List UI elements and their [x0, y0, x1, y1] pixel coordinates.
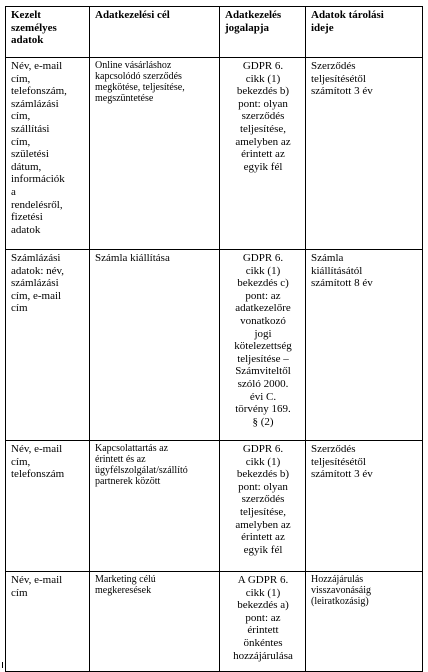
cell-retention: [306, 441, 423, 572]
cell-line: Kezelt: [11, 9, 41, 21]
cell-line: jogi: [254, 327, 272, 340]
cell-line: dátum,: [11, 160, 42, 173]
cell-line: megkeresések: [95, 585, 152, 596]
cell-purpose: [90, 572, 220, 672]
cell-line: telefonszám: [11, 468, 65, 481]
cell-line: szállítási: [11, 122, 50, 135]
cell-line: bekezdés b): [236, 468, 290, 481]
cell-purpose: [90, 441, 220, 572]
cell-purpose: [90, 58, 220, 250]
cell-line: cím,: [11, 110, 31, 123]
table-row: [6, 572, 423, 672]
cell-personal-data: [6, 250, 90, 441]
cell-line: teljesítésétől: [311, 455, 366, 468]
cell-line: (leiratkozásig): [311, 596, 369, 607]
cell-line: cikk (1): [245, 72, 281, 85]
cell-line: szerződés: [241, 493, 285, 506]
cell-line: vonatkozó: [240, 314, 286, 327]
cell-line: teljesítésétől: [311, 72, 366, 85]
cell-line: pont: olyan: [238, 480, 288, 493]
cell-line: cím: [11, 586, 28, 599]
cell-line: cikk (1): [245, 586, 281, 599]
header-legal-basis: [220, 7, 306, 58]
cell-line: születési: [11, 148, 49, 161]
cell-line: Adatok tárolási: [311, 9, 384, 21]
cell-legal-basis: [220, 441, 306, 572]
cell-line: teljesítése,: [239, 122, 287, 135]
cell-line: A GDPR 6.: [237, 574, 289, 586]
cell-line: egyik fél: [243, 543, 283, 556]
cell-legal-basis: [220, 58, 306, 250]
cell-line: szerződés: [241, 110, 285, 123]
cell-line: évi C.: [249, 390, 277, 403]
header-retention: [306, 7, 423, 58]
cell-line: a: [11, 185, 16, 198]
cell-line: Számla kiállítása: [95, 252, 170, 264]
cell-line: számított 3 év: [311, 468, 373, 481]
cell-line: ügyfélszolgálat/szállító: [95, 465, 188, 476]
cell-line: bekezdés c): [237, 277, 289, 290]
cell-line: Adatkezelési cél: [95, 9, 170, 21]
cell-line: hozzájárulása: [233, 649, 293, 662]
cell-line: szóló 2000.: [237, 377, 289, 390]
cell-personal-data: [6, 441, 90, 572]
cell-line: Szerződés: [311, 60, 356, 72]
cell-line: kötelezettség: [234, 340, 292, 353]
page-margin-mark: [2, 662, 3, 668]
cell-line: cím,: [11, 72, 31, 85]
cell-retention: [306, 572, 423, 672]
cell-line: Név, e-mail: [11, 574, 63, 586]
table-row: [6, 58, 423, 250]
cell-line: adatkezelőre: [235, 302, 291, 315]
cell-line: számított 8 év: [311, 277, 373, 290]
table-row: [6, 250, 423, 441]
cell-line: cím,: [11, 135, 31, 148]
cell-line: Név, e-mail: [11, 60, 63, 72]
cell-line: érintett az: [241, 531, 285, 544]
cell-line: érintett az: [241, 148, 285, 161]
cell-line: Számlázási: [11, 252, 61, 264]
cell-line: jogalapja: [225, 21, 269, 34]
cell-legal-basis: [220, 572, 306, 672]
cell-line: számlázási: [11, 97, 59, 110]
cell-line: érintett és az: [95, 454, 146, 465]
cell-retention: [306, 250, 423, 441]
cell-line: teljesítése –: [237, 352, 289, 365]
cell-line: Név, e-mail: [11, 443, 63, 455]
header-personal-data: [6, 7, 90, 58]
cell-personal-data: [6, 572, 90, 672]
cell-legal-basis: [220, 250, 306, 441]
cell-line: számított 3 év: [311, 85, 373, 98]
cell-line: telefonszám,: [11, 85, 67, 98]
cell-line: GDPR 6.: [242, 60, 284, 72]
header-purpose: [90, 7, 220, 58]
cell-line: GDPR 6.: [242, 443, 284, 455]
cell-line: Számla: [311, 252, 344, 264]
cell-line: § (2): [252, 415, 274, 428]
cell-line: partnerek között: [95, 476, 161, 487]
cell-line: pont: az: [245, 289, 281, 302]
cell-line: Kapcsolattartás az: [95, 443, 169, 454]
cell-line: amelyben az: [235, 518, 291, 531]
cell-line: Online vásárláshoz: [95, 60, 172, 71]
cell-line: egyik fél: [243, 160, 283, 173]
cell-line: fizetési: [11, 211, 43, 224]
cell-line: önkéntes: [243, 636, 283, 649]
cell-line: személyes: [11, 21, 57, 34]
cell-purpose: [90, 250, 220, 441]
cell-personal-data: [6, 58, 90, 250]
cell-line: Hozzájárulás: [311, 574, 364, 585]
cell-line: pont: olyan: [238, 97, 288, 110]
cell-line: visszavonásáig: [311, 585, 371, 596]
cell-line: amelyben az: [235, 135, 291, 148]
cell-line: Adatkezelés: [225, 9, 282, 21]
cell-line: Szerződés: [311, 443, 356, 455]
cell-line: cikk (1): [245, 455, 281, 468]
cell-line: törvény 169.: [235, 403, 291, 416]
cell-retention: [306, 58, 423, 250]
cell-line: cikk (1): [245, 264, 281, 277]
cell-line: cím, e-mail: [11, 289, 62, 302]
cell-line: cím,: [11, 455, 31, 468]
cell-line: cím: [11, 302, 28, 315]
cell-line: kapcsolódó szerződés: [95, 71, 182, 82]
cell-line: pont: az: [245, 611, 281, 624]
cell-line: megszüntetése: [95, 93, 154, 104]
cell-line: bekezdés a): [237, 599, 289, 612]
cell-line: bekezdés b): [236, 85, 290, 98]
cell-line: Marketing célú: [95, 574, 156, 585]
cell-line: ideje: [311, 21, 334, 34]
cell-line: érintett: [247, 624, 279, 637]
cell-line: teljesítése,: [239, 505, 287, 518]
table-header-row: [6, 7, 423, 58]
cell-line: adatok: [11, 34, 44, 47]
table-row: [6, 441, 423, 572]
cell-line: információk: [11, 173, 65, 186]
cell-line: adatok: [11, 223, 41, 236]
cell-line: kiállításától: [311, 264, 363, 277]
cell-line: GDPR 6.: [242, 252, 284, 264]
cell-line: adatok: név,: [11, 264, 65, 277]
cell-line: számlázási: [11, 277, 59, 290]
data-processing-table: [5, 6, 423, 672]
cell-line: rendelésről,: [11, 198, 63, 211]
cell-line: megkötése, teljesítése,: [95, 82, 185, 93]
cell-line: Számviteltől: [235, 365, 291, 378]
